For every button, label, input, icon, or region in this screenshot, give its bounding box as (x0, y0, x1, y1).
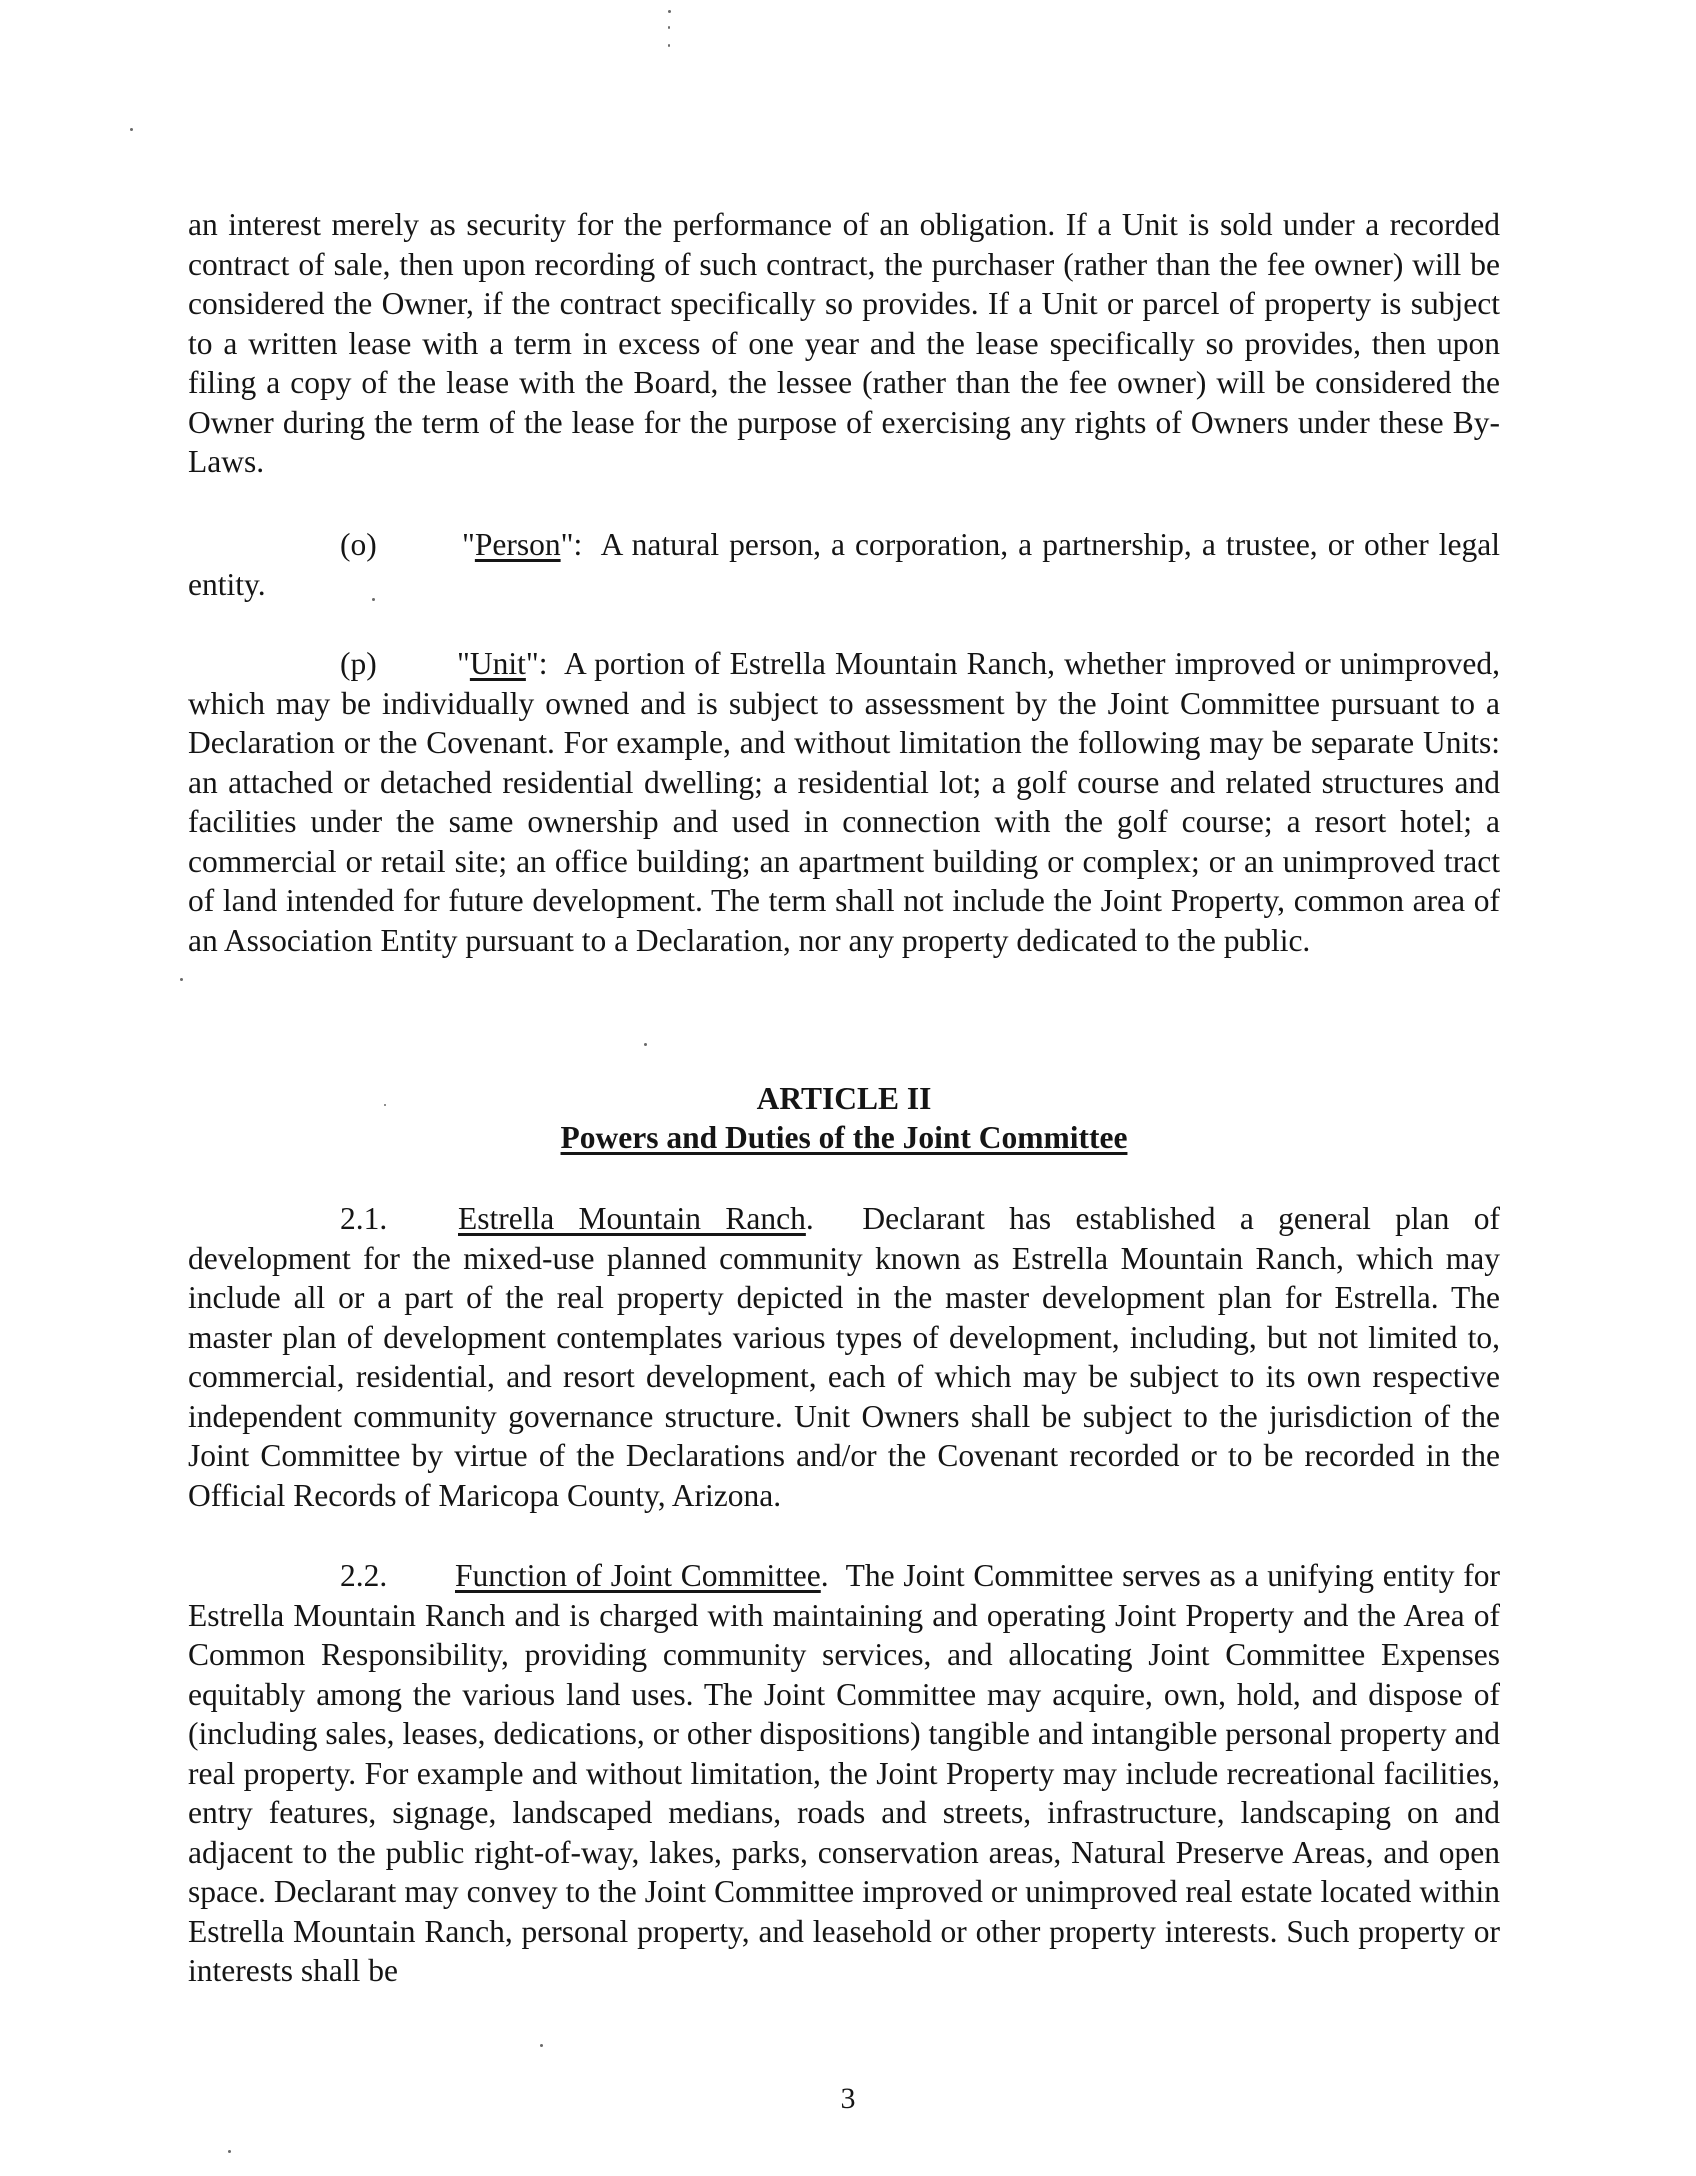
scan-speck (668, 10, 671, 13)
section-2-2-text: The Joint Committee serves as a unifying entity for Estrella Mountain Ranch and is charged with maintaining and operating Joint Property and the Area of Common Responsibility, providing community services, and allocating Joint Committee Expenses equitably among the various land uses. The Joint Committee may acquire, own, hold, and dispose of (including sales, leases, dedications, or other dispositions) tangible and intangible personal property and real property. For example and without limitation, the Joint Property may include recreational facilities, entry features, signage, landscaped medians, roads and streets, infrastructure, landscaping on and adjacent to the public right-of-way, lakes, parks, conservation areas, Natural Preserve Areas, and open space. Declarant may convey to the Joint Committee improved or unimproved real estate located within Estrella Mountain Ranch, personal property, and leasehold or other property interests. Such property or interests shall be (188, 1558, 1500, 1988)
section-2-2-title: Function of Joint Committee (455, 1558, 821, 1593)
section-2-1-text: Declarant has established a general plan of development for the mixed-use planned community known as Estrella Mountain Ranch, which may include all or a part of the real property depicted in the master development plan for Estrella. The master plan of development contemplates various types of development, including, but not limited to, commercial, residential, and resort development, each of which may be subject to its own respective independent community governance structure. Unit Owners shall be subject to the jurisdiction of the Joint Committee by virtue of the Declarations and/or the Covenant recorded or to be recorded in the Official Records of Maricopa County, Arizona. (188, 1201, 1500, 1513)
paragraph-continuation (188, 205, 1500, 482)
scan-speck (130, 128, 133, 131)
scan-speck (668, 44, 670, 47)
section-2-2: 2.2. Function of Joint Committee. The Joint Committee serves as a unifying entity for Estrella Mountain Ranch and is charged with maintaining and operating Joint Property and the Area of Common Responsibility, providing community services, and allocating Joint Committee Expenses equitably among the various land uses. The Joint Committee may acquire, own, hold, and dispose of (including sales, leases, dedications, or other dispositions) tangible and intangible personal property and real property. For example and without limitation, the Joint Property may include recreational facilities, entry features, signage, landscaped medians, roads and streets, infrastructure, landscaping on and adjacent to the public right-of-way, lakes, parks, conservation areas, Natural Preserve Areas, and open space. Declarant may convey to the Joint Committee improved or unimproved real estate located within Estrella Mountain Ranch, personal property, and leasehold or other property interests. Such property or interests shall be (188, 1558, 1500, 1988)
scan-speck (644, 1043, 647, 1046)
definition-p: (p) "Unit": A portion of Estrella Mountain Ranch, whether improved or unimproved, which may be individually owned and is subject to assessment by the Joint Committee pursuant to a Declaration or the Covenant. For example, and without limitation the following may be separate Units: an attached or detached residential dwelling; a residential lot; a golf course and related structures and facilities under the same ownership and used in connection with the golf course; a resort hotel; a commercial or retail site; an office building; an apartment building or complex; or an unimproved tract of land intended for future development. The term shall not include the Joint Property, common area of an Association Entity pursuant to a Declaration, nor any property dedicated to the public. (188, 646, 1500, 958)
section-2-1: 2.1. Estrella Mountain Ranch. Declarant has established a general plan of development for the mixed-use planned community known as Estrella Mountain Ranch, which may include all or a part of the real property depicted in the master development plan for Estrella. The master plan of development contemplates various types of development, including, but not limited to, commercial, residential, and resort development, each of which may be subject to its own respective independent community governance structure. Unit Owners shall be subject to the jurisdiction of the Joint Committee by virtue of the Declarations and/or the Covenant recorded or to be recorded in the Official Records of Maricopa County, Arizona. (188, 1201, 1500, 1513)
definition-p-term: Unit (469, 646, 526, 681)
scan-speck (228, 2150, 231, 2153)
definition-o-index: (o) (340, 527, 377, 562)
paragraph-continuation-text: an interest merely as security for the performance of an obligation. If a Unit is sold under a recorded contract of sale, then upon recording of such contract, the purchaser (rather than the fee owner) will be considered the Owner, if the contract specifically so provides. If a Unit or parcel of property is subject to a written lease with a term in excess of one year and the lease specifically so provides, then upon filing a copy of the lease with the Board, the lessee (rather than the fee owner) will be considered the Owner during the term of the lease for the purpose of exercising any rights of Owners under these By-Laws. (188, 207, 1500, 479)
definition-p-index: (p) (340, 646, 377, 681)
definition-o-text: A natural person, a corporation, a partnership, a trustee, or other legal entity. (188, 527, 1500, 602)
article-number: ARTICLE II (756, 1081, 932, 1116)
section-2-1-number: 2.1. (340, 1201, 388, 1236)
scan-speck (180, 978, 183, 981)
section-2-1-title: Estrella Mountain Ranch (458, 1201, 806, 1236)
definition-o-term: Person (474, 527, 561, 562)
scan-speck (668, 26, 670, 29)
scan-speck (540, 2044, 543, 2047)
definition-p-text: A portion of Estrella Mountain Ranch, whether improved or unimproved, which may be individually owned and is subject to assessment by the Joint Committee pursuant to a Declaration or the Covenant. For example, and without limitation the following may be separate Units: an attached or detached residential dwelling; a residential lot; a golf course and related structures and facilities under the same ownership and used in connection with the golf course; a resort hotel; a commercial or retail site; an office building; an apartment building or complex; or an unimproved tract of land intended for future development. The term shall not include the Joint Property, common area of an Association Entity pursuant to a Declaration, nor any property dedicated to the public. (188, 646, 1500, 958)
page-number: 3 (840, 2082, 856, 2115)
definition-o: (o) "Person": A natural person, a corporation, a partnership, a trustee, or other legal entity. (188, 527, 1500, 602)
article-heading (188, 1079, 1500, 1157)
section-2-2-number: 2.2. (340, 1558, 388, 1593)
article-title: Powers and Duties of the Joint Committee (560, 1120, 1128, 1155)
